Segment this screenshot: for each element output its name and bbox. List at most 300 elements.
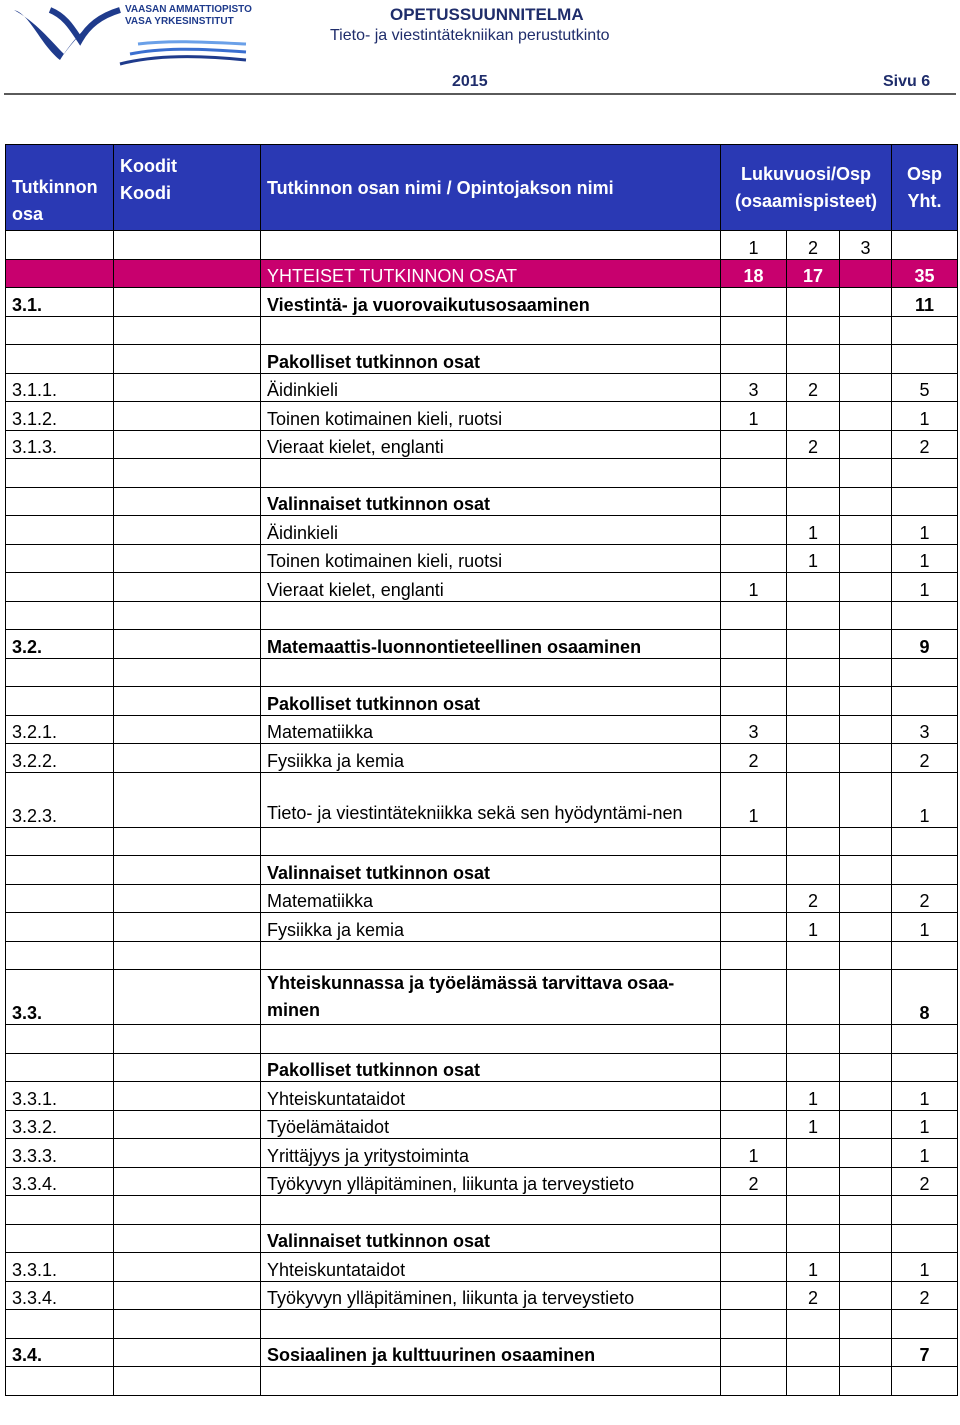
cell-year-2 <box>787 459 840 488</box>
cell-year-3 <box>840 658 892 687</box>
cell-name: Äidinkieli <box>261 373 721 402</box>
cell-tutkinnon-osa: 3.3.1. <box>6 1082 114 1111</box>
page-number: Sivu 6 <box>883 73 931 90</box>
summary-row <box>6 259 958 288</box>
cell-year-1 <box>721 430 787 459</box>
cell-tutkinnon-osa <box>6 884 114 913</box>
cell-year-1 <box>721 1338 787 1367</box>
cell-name: Fysiikka ja kemia <box>261 913 721 942</box>
header-text: Osp <box>906 163 942 184</box>
cell-tutkinnon-osa: 3.4. <box>6 1338 114 1367</box>
cell-koodi <box>114 630 261 659</box>
summary-total: 35 <box>892 259 958 288</box>
cell-koodi <box>114 1082 261 1111</box>
cell-year-3 <box>840 316 892 345</box>
cell-koodi <box>114 687 261 716</box>
cell-total <box>892 601 958 630</box>
cell-year-2: 1 <box>787 516 840 545</box>
cell-koodi <box>114 1338 261 1367</box>
document-title: OPETUSSUUNNITELMA <box>390 5 584 24</box>
cell-name: Matematiikka <box>261 715 721 744</box>
cell-total: 1 <box>892 1110 958 1139</box>
cell-year-3 <box>840 1224 892 1253</box>
cell-year-1 <box>721 345 787 374</box>
table-row <box>6 827 958 856</box>
table-row <box>6 1082 958 1111</box>
cell-tutkinnon-osa <box>6 856 114 885</box>
cell-year-2 <box>787 345 840 374</box>
cell-total <box>892 827 958 856</box>
cell-koodi <box>114 1139 261 1168</box>
cell-year-2 <box>787 1196 840 1225</box>
cell-name: Pakolliset tutkinnon osat <box>261 1053 721 1082</box>
cell-total: 8 <box>892 970 958 1025</box>
cell-tutkinnon-osa <box>6 1310 114 1339</box>
cell-koodi <box>114 1253 261 1282</box>
table-row <box>6 1196 958 1225</box>
cell-koodi <box>114 402 261 431</box>
cell-year-2 <box>787 658 840 687</box>
table-row <box>6 630 958 659</box>
cell-year-1: 3 <box>721 715 787 744</box>
cell-total: 2 <box>892 1167 958 1196</box>
cell-koodi <box>114 544 261 573</box>
cell-name: Tieto- ja viestintätekniikka sekä sen hyödyntämi-nen <box>261 772 721 827</box>
cell-koodi <box>114 658 261 687</box>
cell-year-1 <box>721 1053 787 1082</box>
cell-year-1 <box>721 1082 787 1111</box>
cell-tutkinnon-osa <box>6 1053 114 1082</box>
cell-name <box>261 941 721 970</box>
cell-tutkinnon-osa: 3.3. <box>6 970 114 1025</box>
cell-koodi <box>114 1167 261 1196</box>
cell-name: Matematiikka <box>261 884 721 913</box>
cell-year-2: 2 <box>787 373 840 402</box>
cell-year-3 <box>840 1139 892 1168</box>
cell-year-3 <box>840 744 892 773</box>
cell-year-2 <box>787 827 840 856</box>
table-row <box>6 316 958 345</box>
cell-name <box>261 601 721 630</box>
cell-koodi <box>114 772 261 827</box>
cell-koodi <box>114 516 261 545</box>
header-text: Lukuvuosi/Osp <box>740 163 872 184</box>
cell-name: Äidinkieli <box>261 516 721 545</box>
cell-year-1: 2 <box>721 744 787 773</box>
cell-year-2 <box>787 687 840 716</box>
cell-year-2: 1 <box>787 913 840 942</box>
cell-year-3 <box>840 856 892 885</box>
cell-koodi <box>114 941 261 970</box>
cell-year-3 <box>840 1338 892 1367</box>
cell-year-3 <box>840 1167 892 1196</box>
cell-year-2 <box>787 1338 840 1367</box>
cell-name: Yhteiskuntataidot <box>261 1082 721 1111</box>
cell-name: Yrittäjyys ja yritystoiminta <box>261 1139 721 1168</box>
cell-total: 3 <box>892 715 958 744</box>
header-text: osa <box>12 204 44 224</box>
cell-name: Työkyvyn ylläpitäminen, liikunta ja terveystieto <box>261 1167 721 1196</box>
cell-total: 11 <box>892 288 958 317</box>
table-row <box>6 601 958 630</box>
cell-year-3 <box>840 1310 892 1339</box>
cell-name: Fysiikka ja kemia <box>261 744 721 773</box>
cell-year-2: 2 <box>787 1281 840 1310</box>
table-row <box>6 373 958 402</box>
cell-year-2 <box>787 573 840 602</box>
table-row <box>6 1025 958 1054</box>
cell-year-3 <box>840 1196 892 1225</box>
cell-year-3 <box>840 573 892 602</box>
cell-year-2 <box>787 715 840 744</box>
cell-year-2 <box>787 1224 840 1253</box>
cell-tutkinnon-osa: 3.3.1. <box>6 1253 114 1282</box>
document-year: 2015 <box>452 73 488 90</box>
summary-year-3 <box>840 259 892 288</box>
cell-koodi <box>114 487 261 516</box>
cell-total: 1 <box>892 1139 958 1168</box>
cell-name: Valinnaiset tutkinnon osat <box>261 856 721 885</box>
cell-koodi <box>114 1025 261 1054</box>
cell-year-1 <box>721 941 787 970</box>
cell-year-2 <box>787 744 840 773</box>
cell-total: 2 <box>892 430 958 459</box>
cell-tutkinnon-osa <box>6 601 114 630</box>
cell-koodi <box>114 1310 261 1339</box>
cell-name: Valinnaiset tutkinnon osat <box>261 1224 721 1253</box>
cell-year-2: 1 <box>787 544 840 573</box>
cell-name: Valinnaiset tutkinnon osat <box>261 487 721 516</box>
cell-total: 9 <box>892 630 958 659</box>
cell-koodi <box>114 715 261 744</box>
table-row <box>6 658 958 687</box>
summary-label: YHTEISET TUTKINNON OSAT <box>261 259 721 288</box>
cell-koodi <box>114 345 261 374</box>
cell-year-1 <box>721 487 787 516</box>
cell-year-1 <box>721 1196 787 1225</box>
cell-koodi <box>114 1053 261 1082</box>
cell-year-2: 1 <box>787 1253 840 1282</box>
cell-year-1 <box>721 856 787 885</box>
cell-tutkinnon-osa <box>6 687 114 716</box>
cell-year-3 <box>840 1053 892 1082</box>
cell-tutkinnon-osa <box>6 1367 114 1396</box>
cell-year-2 <box>787 1367 840 1396</box>
cell-total: 7 <box>892 1338 958 1367</box>
cell-total: 1 <box>892 516 958 545</box>
cell-name <box>261 1025 721 1054</box>
table-row <box>6 1310 958 1339</box>
cell-year-1: 1 <box>721 402 787 431</box>
cell-total: 1 <box>892 913 958 942</box>
cell-tutkinnon-osa: 3.3.4. <box>6 1167 114 1196</box>
cell-tutkinnon-osa <box>6 316 114 345</box>
cell-koodi <box>114 1224 261 1253</box>
cell-year-1 <box>721 1367 787 1396</box>
cell-year-3 <box>840 1025 892 1054</box>
cell-year-3 <box>840 1110 892 1139</box>
cell-tutkinnon-osa: 3.2. <box>6 630 114 659</box>
cell-year-3 <box>840 1281 892 1310</box>
cell-year-2 <box>787 288 840 317</box>
cell-tutkinnon-osa: 3.3.4. <box>6 1281 114 1310</box>
cell-tutkinnon-osa <box>6 658 114 687</box>
cell-name: Työkyvyn ylläpitäminen, liikunta ja terveystieto <box>261 1281 721 1310</box>
cell-tutkinnon-osa: 3.3.2. <box>6 1110 114 1139</box>
table-cell <box>6 231 114 260</box>
cell-year-3 <box>840 970 892 1025</box>
header-tutkinnon-osa <box>6 145 114 231</box>
cell-koodi <box>114 1281 261 1310</box>
cell-year-1 <box>721 1110 787 1139</box>
header-text: Yht. <box>907 190 942 211</box>
cell-koodi <box>114 430 261 459</box>
cell-year-1 <box>721 970 787 1025</box>
table-row <box>6 687 958 716</box>
cell-tutkinnon-osa: 3.2.2. <box>6 744 114 773</box>
table-row <box>6 744 958 773</box>
cell-total <box>892 856 958 885</box>
table-row <box>6 573 958 602</box>
cell-total <box>892 941 958 970</box>
cell-name <box>261 1196 721 1225</box>
cell-year-2 <box>787 630 840 659</box>
cell-tutkinnon-osa <box>6 459 114 488</box>
table-row <box>6 1253 958 1282</box>
cell-tutkinnon-osa: 3.3.3. <box>6 1139 114 1168</box>
cell-year-3 <box>840 288 892 317</box>
logo-text-sv: VASA YRKESINSTITUT <box>125 16 234 27</box>
cell-year-3 <box>840 544 892 573</box>
cell-year-3 <box>840 827 892 856</box>
cell-koodi <box>114 1196 261 1225</box>
cell-year-1 <box>721 1224 787 1253</box>
cell-name: Pakolliset tutkinnon osat <box>261 345 721 374</box>
cell-year-2 <box>787 1167 840 1196</box>
cell-year-1 <box>721 1025 787 1054</box>
header-text: Tutkinnon osan nimi / Opintojakson nimi <box>267 177 614 198</box>
header-name <box>261 145 721 231</box>
table-row <box>6 1053 958 1082</box>
cell-total: 1 <box>892 772 958 827</box>
cell-name <box>261 316 721 345</box>
cell-tutkinnon-osa: 3.1.3. <box>6 430 114 459</box>
cell-total: 1 <box>892 1253 958 1282</box>
cell-total <box>892 459 958 488</box>
cell-year-1 <box>721 601 787 630</box>
summary-year-2: 17 <box>787 259 840 288</box>
cell-koodi <box>114 1367 261 1396</box>
cell-year-1: 1 <box>721 1139 787 1168</box>
cell-year-1 <box>721 884 787 913</box>
cell-koodi <box>114 970 261 1025</box>
table-row <box>6 913 958 942</box>
cell-year-3 <box>840 487 892 516</box>
cell-name <box>261 658 721 687</box>
cell-tutkinnon-osa <box>6 913 114 942</box>
cell-tutkinnon-osa: 3.1. <box>6 288 114 317</box>
cell-total: 5 <box>892 373 958 402</box>
cell-year-3 <box>840 630 892 659</box>
cell-year-2 <box>787 856 840 885</box>
cell-year-1 <box>721 288 787 317</box>
cell-year-2 <box>787 1139 840 1168</box>
cell-year-3 <box>840 1253 892 1282</box>
cell-year-1 <box>721 516 787 545</box>
cell-year-1: 1 <box>721 573 787 602</box>
cell-year-2 <box>787 1310 840 1339</box>
cell-year-3 <box>840 715 892 744</box>
cell-koodi <box>114 316 261 345</box>
table-cell <box>6 259 114 288</box>
cell-year-2 <box>787 941 840 970</box>
header-osp-yht <box>892 145 958 231</box>
cell-total <box>892 345 958 374</box>
cell-year-1 <box>721 687 787 716</box>
cell-name: Yhteiskunnassa ja työelämässä tarvittava osaa-minen <box>261 970 721 1025</box>
cell-total <box>892 1224 958 1253</box>
cell-total: 1 <box>892 1082 958 1111</box>
cell-koodi <box>114 601 261 630</box>
document-subtitle: Tieto- ja viestintätekniikan perustutkinto <box>330 27 610 44</box>
cell-year-3 <box>840 913 892 942</box>
cell-name: Vieraat kielet, englanti <box>261 573 721 602</box>
header-text: Koodi <box>120 183 171 203</box>
cell-total: 2 <box>892 744 958 773</box>
cell-year-1 <box>721 1281 787 1310</box>
cell-year-3 <box>840 601 892 630</box>
cell-year-1 <box>721 658 787 687</box>
table-row <box>6 1110 958 1139</box>
table-cell <box>892 231 958 260</box>
cell-year-3 <box>840 884 892 913</box>
cell-name <box>261 1367 721 1396</box>
year-number-row <box>6 231 958 260</box>
table-row <box>6 1139 958 1168</box>
table-row <box>6 544 958 573</box>
cell-name: Toinen kotimainen kieli, ruotsi <box>261 402 721 431</box>
cell-tutkinnon-osa <box>6 827 114 856</box>
header-text: Tutkinnon <box>12 177 98 197</box>
table-row <box>6 1167 958 1196</box>
cell-koodi <box>114 856 261 885</box>
cell-total <box>892 316 958 345</box>
cell-total <box>892 1025 958 1054</box>
logo-text-fi: VAASAN AMMATTIOPISTO <box>125 4 252 15</box>
table-row <box>6 288 958 317</box>
cell-koodi <box>114 1110 261 1139</box>
cell-year-3 <box>840 402 892 431</box>
cell-year-3 <box>840 516 892 545</box>
cell-tutkinnon-osa <box>6 544 114 573</box>
cell-koodi <box>114 573 261 602</box>
cell-year-3 <box>840 1367 892 1396</box>
cell-year-2: 2 <box>787 884 840 913</box>
year-2-header: 2 <box>787 231 840 260</box>
cell-name <box>261 827 721 856</box>
cell-name <box>261 1310 721 1339</box>
cell-year-3 <box>840 1082 892 1111</box>
header-text: (osaamispisteet) <box>734 190 878 211</box>
cell-koodi <box>114 827 261 856</box>
cell-total: 1 <box>892 573 958 602</box>
cell-tutkinnon-osa: 3.1.2. <box>6 402 114 431</box>
cell-total: 2 <box>892 1281 958 1310</box>
cell-total <box>892 687 958 716</box>
cell-year-2: 2 <box>787 430 840 459</box>
cell-name: Pakolliset tutkinnon osat <box>261 687 721 716</box>
table-row <box>6 430 958 459</box>
cell-total: 2 <box>892 884 958 913</box>
table-row <box>6 516 958 545</box>
cell-total <box>892 1367 958 1396</box>
cell-year-1: 1 <box>721 772 787 827</box>
table-row <box>6 772 958 827</box>
cell-year-1 <box>721 1253 787 1282</box>
cell-year-1: 3 <box>721 373 787 402</box>
cell-year-2 <box>787 402 840 431</box>
cell-year-3 <box>840 430 892 459</box>
cell-year-1 <box>721 913 787 942</box>
page-header <box>0 0 960 95</box>
table-cell <box>261 231 721 260</box>
cell-year-3 <box>840 459 892 488</box>
cell-year-3 <box>840 687 892 716</box>
cell-year-1 <box>721 630 787 659</box>
cell-year-2: 1 <box>787 1110 840 1139</box>
cell-year-2 <box>787 487 840 516</box>
table-row <box>6 1367 958 1396</box>
table-row <box>6 856 958 885</box>
cell-year-2: 1 <box>787 1082 840 1111</box>
cell-name: Viestintä- ja vuorovaikutusosaaminen <box>261 288 721 317</box>
cell-year-1 <box>721 316 787 345</box>
cell-year-3 <box>840 373 892 402</box>
table-row <box>6 459 958 488</box>
cell-year-3 <box>840 772 892 827</box>
cell-tutkinnon-osa <box>6 573 114 602</box>
year-3-header: 3 <box>840 231 892 260</box>
cell-total <box>892 658 958 687</box>
table-header-row <box>6 145 958 231</box>
header-koodi <box>114 145 261 231</box>
cell-total: 1 <box>892 544 958 573</box>
cell-tutkinnon-osa <box>6 1025 114 1054</box>
cell-tutkinnon-osa: 3.2.3. <box>6 772 114 827</box>
cell-koodi <box>114 459 261 488</box>
cell-tutkinnon-osa <box>6 1196 114 1225</box>
cell-year-1 <box>721 827 787 856</box>
table-row <box>6 941 958 970</box>
cell-year-2 <box>787 316 840 345</box>
cell-name: Työelämätaidot <box>261 1110 721 1139</box>
table-row <box>6 487 958 516</box>
cell-koodi <box>114 744 261 773</box>
cell-total <box>892 487 958 516</box>
cell-koodi <box>114 288 261 317</box>
cell-name: Toinen kotimainen kieli, ruotsi <box>261 544 721 573</box>
table-row <box>6 345 958 374</box>
summary-year-1: 18 <box>721 259 787 288</box>
table-cell <box>114 259 261 288</box>
cell-name: Vieraat kielet, englanti <box>261 430 721 459</box>
cell-name: Matemaattis-luonnontieteellinen osaaminen <box>261 630 721 659</box>
curriculum-table <box>5 144 958 1396</box>
cell-total <box>892 1053 958 1082</box>
cell-name <box>261 459 721 488</box>
cell-tutkinnon-osa: 3.2.1. <box>6 715 114 744</box>
cell-year-2 <box>787 1025 840 1054</box>
